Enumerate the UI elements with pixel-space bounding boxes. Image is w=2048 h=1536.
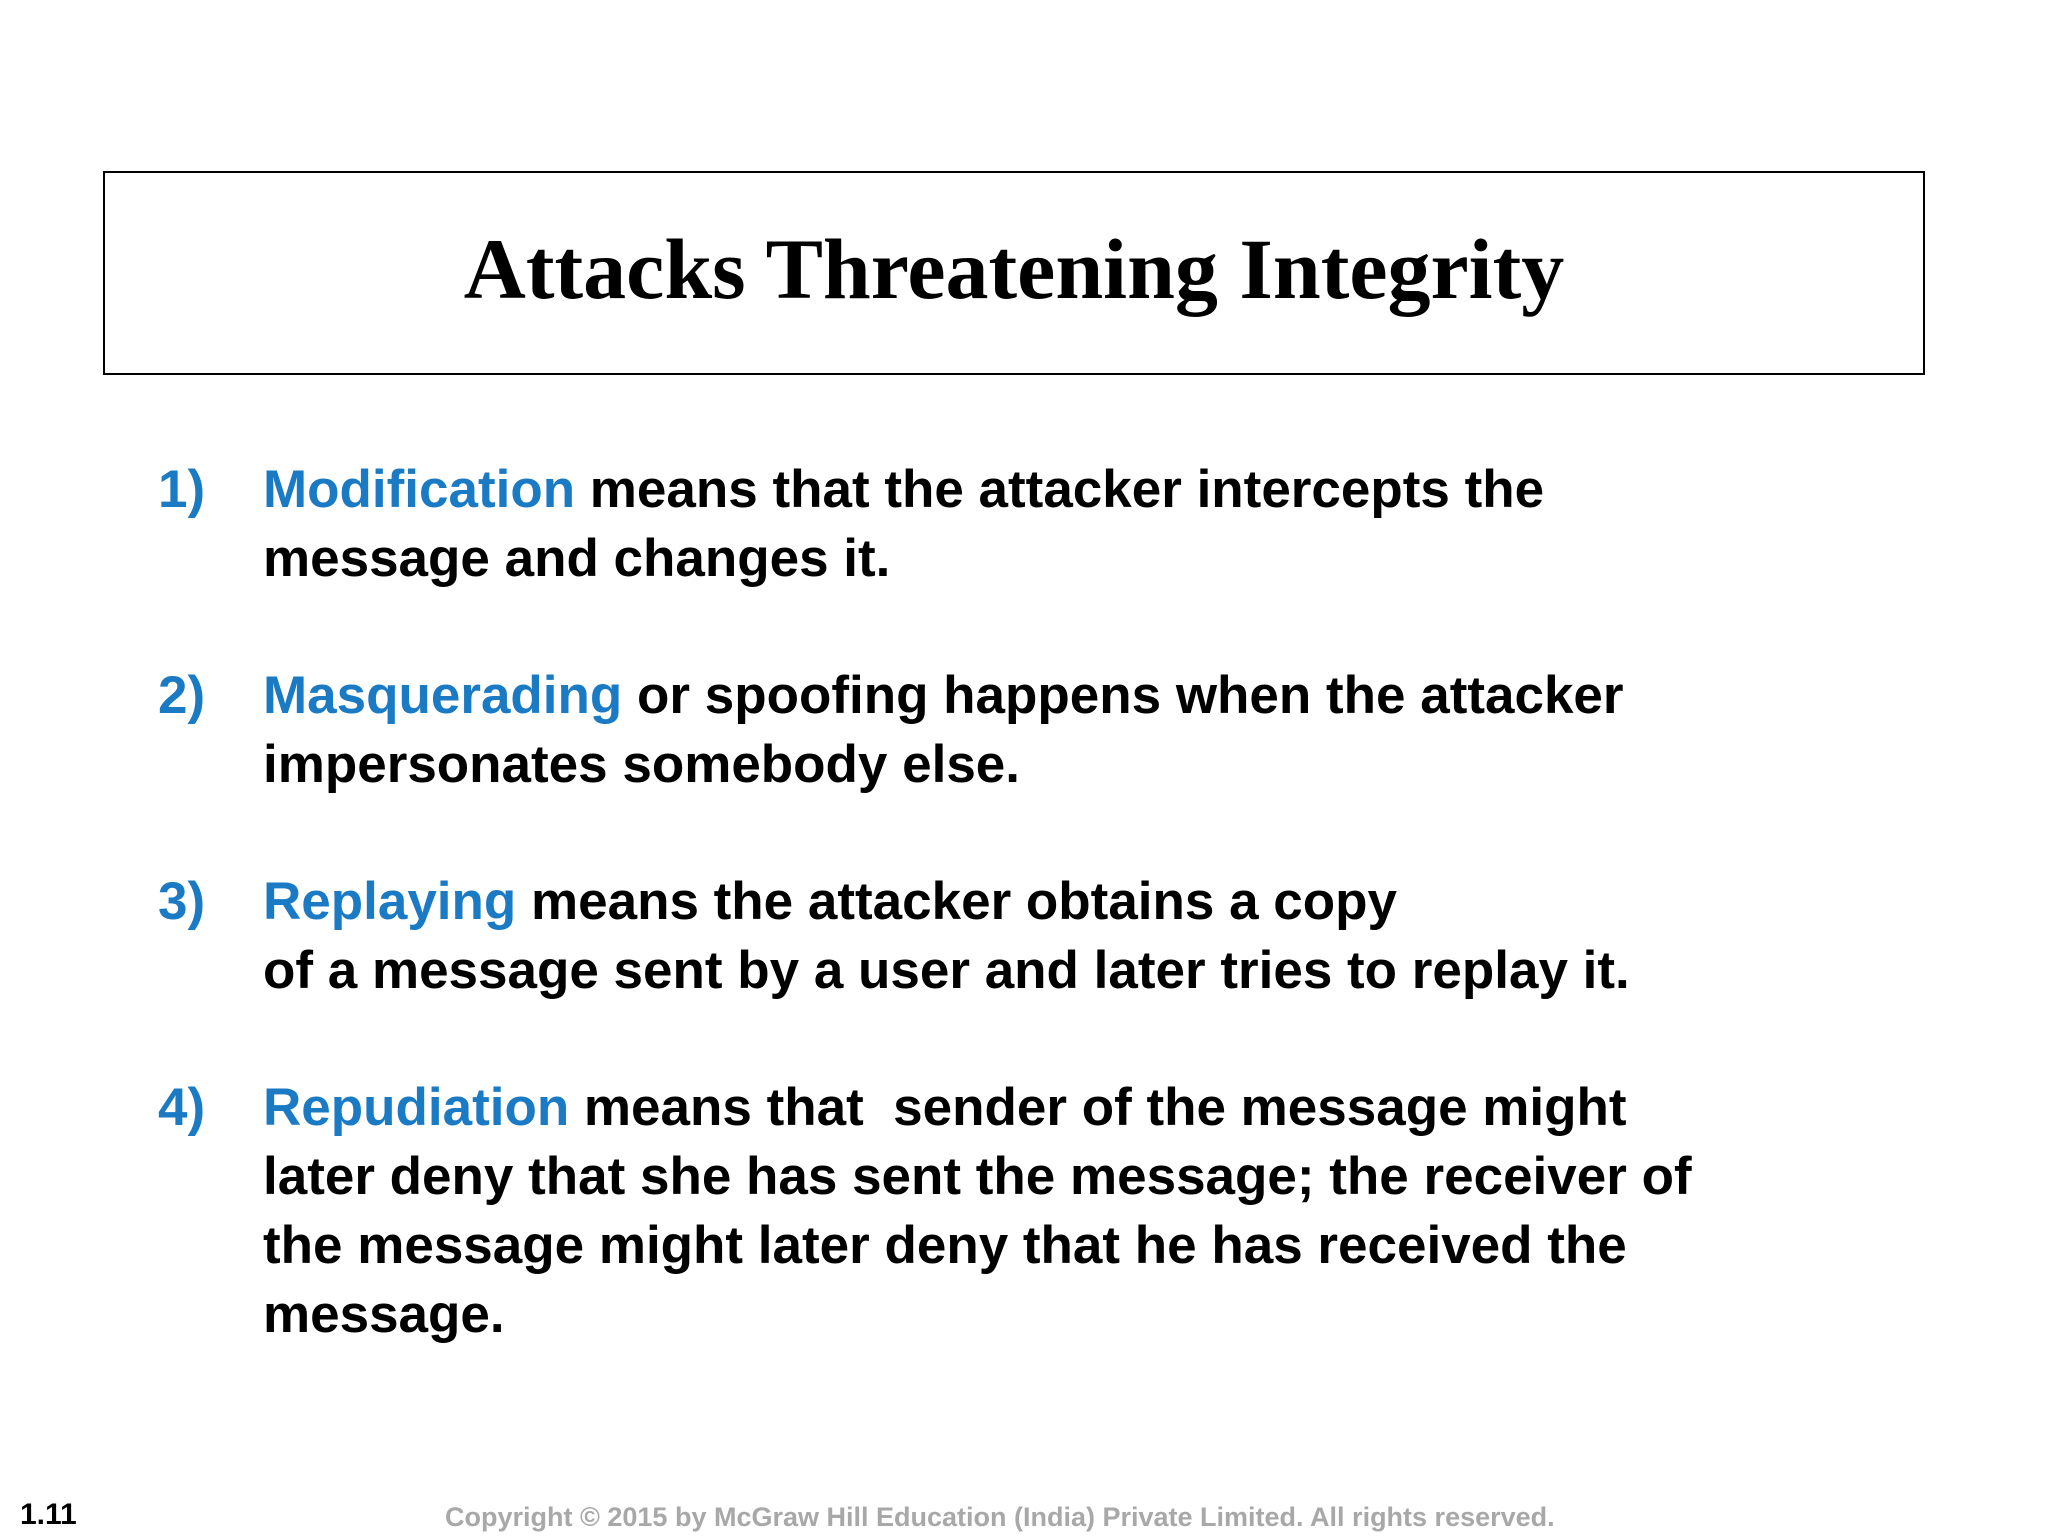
definition-text: means that the attacker intercepts the [575,460,1545,519]
list-item-text [263,1073,1918,1349]
definition-line: message and changes it. [263,529,891,588]
list-item-first-line [263,1073,1918,1142]
term-repudiation: Repudiation [263,1078,570,1137]
definition-text: means that sender of the message might [569,1078,1627,1137]
list-item-modification [158,455,1918,593]
definition-text: means the attacker obtains a copy [516,872,1397,931]
definition-text: or spoofing happens when the attacker [622,666,1624,725]
list-item-number: 4) [158,1078,206,1137]
definition-line: later deny that she has sent the message; the receiver of [263,1147,1692,1206]
slide-title: Attacks Threatening Integrity [463,221,1565,317]
term-replaying: Replaying [263,872,517,931]
list-item-repudiation [158,1073,1918,1349]
term-masquerading: Masquerading [263,666,623,725]
list-item-text [263,867,1918,1005]
title-box [103,171,1925,375]
definition-line: impersonates somebody else. [263,735,1021,794]
list-item-number: 2) [158,666,206,725]
list-item-masquerading [158,661,1918,799]
list-item-first-line [263,455,1918,524]
list-item-number: 3) [158,872,206,931]
list-item-first-line [263,867,1918,936]
list-item-text [263,455,1918,593]
copyright-notice: Copyright © 2015 by McGraw Hill Education (India) Private Limited. All rights reserved. [445,1502,1555,1532]
list-item-text [263,661,1918,799]
list-item-first-line [263,661,1918,730]
term-modification: Modification [263,460,576,519]
attack-list [158,455,1918,1417]
page-number: 1.11 [20,1498,77,1531]
definition-line: of a message sent by a user and later tries to replay it. [263,941,1630,1000]
list-item-number: 1) [158,460,206,519]
definition-line: the message might later deny that he has received the [263,1216,1627,1275]
definition-line: message. [263,1285,505,1344]
list-item-replaying [158,867,1918,1005]
